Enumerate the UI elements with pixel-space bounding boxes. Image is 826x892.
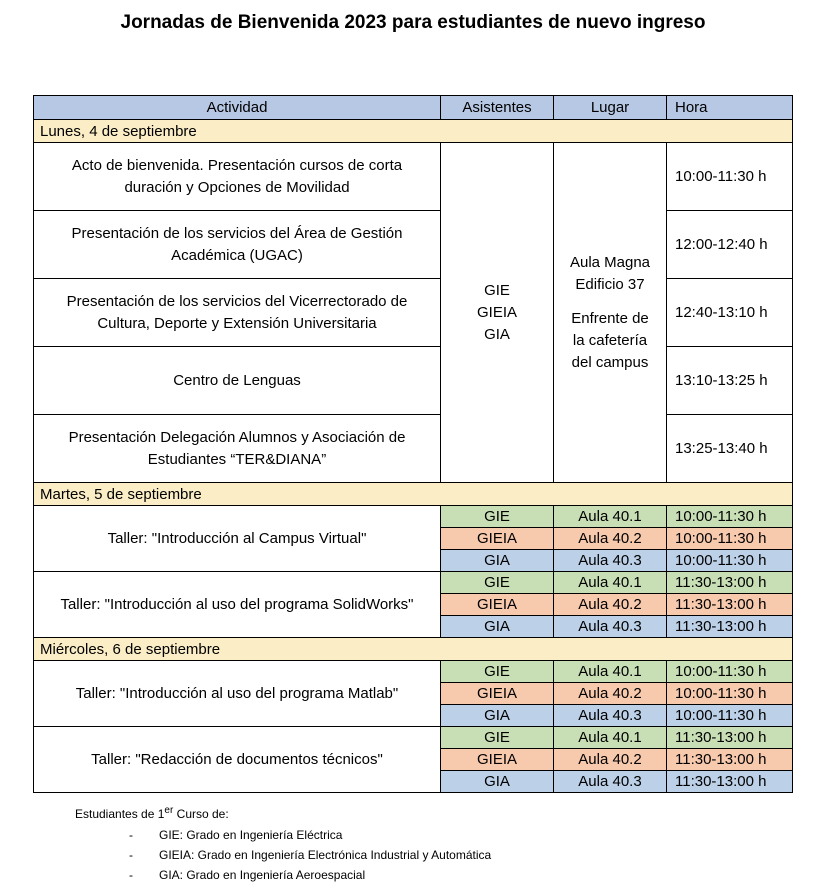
time-cell: 10:00-11:30 h <box>667 143 793 211</box>
time-cell: 12:00-12:40 h <box>667 211 793 279</box>
place-cell: Aula 40.1 <box>554 727 667 749</box>
activity-cell: Taller: "Introducción al uso del programa Matlab" <box>34 661 441 727</box>
time-cell: 11:30-13:00 h <box>667 616 793 638</box>
table-row <box>34 211 793 279</box>
asist-cell: GIEIA <box>441 749 554 771</box>
place-line: Edificio 37 <box>575 275 645 293</box>
place-cell: Aula 40.2 <box>554 749 667 771</box>
time-cell: 13:10-13:25 h <box>667 347 793 415</box>
place-cell: Aula 40.1 <box>554 661 667 683</box>
time-cell: 10:00-11:30 h <box>667 550 793 572</box>
place-cell: Aula 40.2 <box>554 528 667 550</box>
asist-cell: GIE <box>441 661 554 683</box>
degree-list <box>75 825 491 885</box>
page-title: Jornadas de Bienvenida 2023 para estudiantes de nuevo ingreso <box>120 12 706 33</box>
time-cell: 10:00-11:30 h <box>667 506 793 528</box>
header-row <box>34 96 793 120</box>
asist-cell: GIA <box>441 705 554 727</box>
list-item: - GIE: Grado en Ingeniería Eléctrica <box>129 828 343 842</box>
place-cell: Aula 40.1 <box>554 506 667 528</box>
asist-cell: GIE <box>441 506 554 528</box>
table-row <box>34 661 793 683</box>
asist-cell: GIE <box>441 727 554 749</box>
activity-cell: Centro de Lenguas <box>34 347 441 415</box>
table-row <box>34 279 793 347</box>
time-cell: 11:30-13:00 h <box>667 771 793 793</box>
footnote-heading <box>75 805 491 821</box>
day-row-monday: Lunes, 4 de septiembre <box>34 120 793 143</box>
header-lugar: Lugar <box>554 96 667 120</box>
place-line: del campus <box>571 353 649 371</box>
attendee-gieia: GIEIA <box>476 303 517 321</box>
place-cell: Aula 40.3 <box>554 616 667 638</box>
list-item: - GIEIA: Grado en Ingeniería Electrónica Industrial y Automática <box>129 848 492 862</box>
place-line: Aula Magna <box>569 253 651 271</box>
activity-cell: Presentación de los servicios del Vicerrectorado de Cultura, Deporte y Extensión Universitaria <box>34 279 441 347</box>
asist-cell: GIEIA <box>441 683 554 705</box>
table-row <box>34 347 793 415</box>
place-cell: Aula 40.3 <box>554 705 667 727</box>
place-cell: Aula 40.3 <box>554 550 667 572</box>
attendee-gia: GIA <box>484 325 510 343</box>
asist-cell: GIA <box>441 616 554 638</box>
time-cell: 10:00-11:30 h <box>667 528 793 550</box>
time-cell: 11:30-13:00 h <box>667 749 793 771</box>
place-cell: Aula 40.2 <box>554 683 667 705</box>
time-cell: 11:30-13:00 h <box>667 572 793 594</box>
attendees-cell <box>441 143 554 483</box>
degree-gia: GIA: Grado en Ingeniería Aeroespacial <box>159 868 366 882</box>
footnote-heading-sup: er <box>164 805 174 816</box>
table-row <box>34 415 793 483</box>
asist-cell: GIE <box>441 572 554 594</box>
asist-cell: GIEIA <box>441 528 554 550</box>
place-cell: Aula 40.2 <box>554 594 667 616</box>
time-cell: 11:30-13:00 h <box>667 727 793 749</box>
table-row <box>34 727 793 749</box>
footnote-heading-text: Estudiantes de 1 <box>75 807 165 821</box>
place-line: la cafetería <box>572 331 648 349</box>
time-cell: 12:40-13:10 h <box>667 279 793 347</box>
activity-cell: Taller: "Introducción al uso del programa SolidWorks" <box>34 572 441 638</box>
time-cell: 10:00-11:30 h <box>667 683 793 705</box>
activity-cell: Taller: "Redacción de documentos técnicos" <box>34 727 441 793</box>
degree-gieia: GIEIA: Grado en Ingeniería Electrónica Industrial y Automática <box>159 848 492 862</box>
place-cell: Aula 40.3 <box>554 771 667 793</box>
place-cell <box>554 143 667 483</box>
day-row-tuesday: Martes, 5 de septiembre <box>34 483 793 506</box>
degree-gie: GIE: Grado en Ingeniería Eléctrica <box>159 828 343 842</box>
activity-cell: Taller: "Introducción al Campus Virtual" <box>34 506 441 572</box>
table-row <box>34 506 793 528</box>
activity-cell: Acto de bienvenida. Presentación cursos de corta duración y Opciones de Movilidad <box>34 143 441 211</box>
header-actividad: Actividad <box>34 96 441 120</box>
day-row-wednesday: Miércoles, 6 de septiembre <box>34 638 793 661</box>
time-cell: 13:25-13:40 h <box>667 415 793 483</box>
header-hora: Hora <box>667 96 793 120</box>
footnotes <box>75 805 491 885</box>
place-cell: Aula 40.1 <box>554 572 667 594</box>
asist-cell: GIA <box>441 771 554 793</box>
time-cell: 10:00-11:30 h <box>667 705 793 727</box>
place-line: Enfrente de <box>571 309 649 327</box>
asist-cell: GIA <box>441 550 554 572</box>
time-cell: 10:00-11:30 h <box>667 661 793 683</box>
asist-cell: GIEIA <box>441 594 554 616</box>
footnote-heading-suffix: Curso de: <box>173 807 229 821</box>
time-cell: 11:30-13:00 h <box>667 594 793 616</box>
list-item: - GIA: Grado en Ingeniería Aeroespacial <box>129 868 366 882</box>
header-asistentes: Asistentes <box>441 96 554 120</box>
table-row <box>34 572 793 594</box>
attendee-gie: GIE <box>484 281 510 299</box>
table-row <box>34 143 793 211</box>
activity-cell: Presentación Delegación Alumnos y Asociación de Estudiantes “TER&DIANA” <box>34 415 441 483</box>
activity-cell: Presentación de los servicios del Área de Gestión Académica (UGAC) <box>34 211 441 279</box>
schedule-table <box>33 95 793 793</box>
